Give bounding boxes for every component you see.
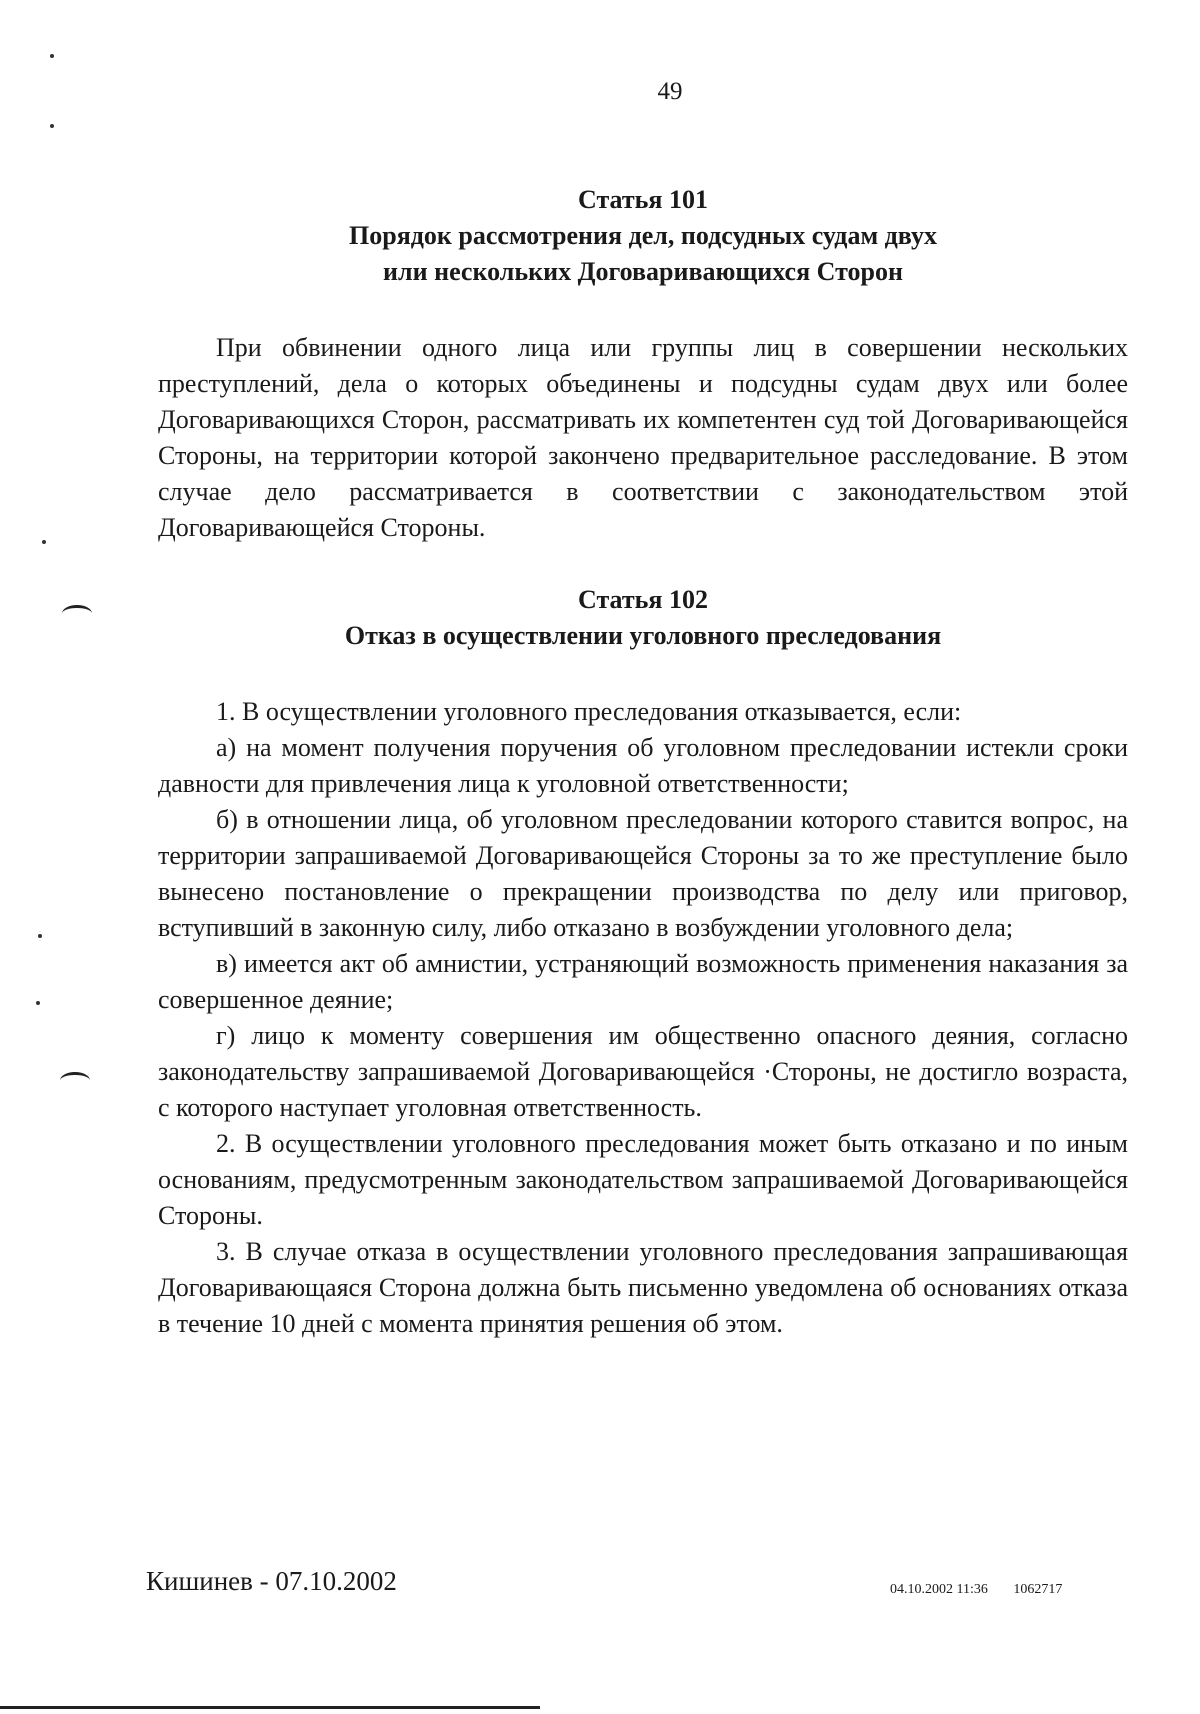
article-paragraph: б) в отношении лица, об уголовном преследовании которого ставится вопрос, на территории запрашиваемой Договаривающейся Стороны за то же преступление было вынесено постановление о прекращении производства по делу или приговор, вступивший в законную силу, либо отказано в возбуждении уголовного дела; [158,805,1128,942]
page-number: 49 [657,78,683,105]
article-body [158,694,1128,1342]
article-paragraph: г) лицо к моменту совершения им общественно опасного деяния, согласно законодательству запрашиваемой Договаривающейся ·Стороны, не достигло возраста, с которого наступает уголовная ответственность. [158,1021,1128,1122]
footer-stamp [890,1582,1084,1598]
article-102 [158,582,1128,1342]
article-paragraph: При обвинении одного лица или группы лиц в совершении нескольких преступлений, дела о которых объединены и подсудны судам двух или более Договаривающихся Сторон, рассматривать их компетентен суд той Договаривающейся Стороны, на территории которой закончено предварительное расследование. В этом случае дело рассматривается в соответствии с законодательством этой Договаривающейся Стороны. [158,333,1128,542]
article-title: Статья 101 [578,185,708,214]
article-subtitle: Порядок рассмотрения дел, подсудных судам двух или нескольких Договаривающихся Сторон [349,221,937,286]
article-paragraph: 1. В осуществлении уголовного преследования отказывается, если: [216,697,962,726]
article-101 [158,182,1128,546]
footer-place-date: Кишинев - 07.10.2002 [146,1566,397,1596]
article-subtitle: Отказ в осуществлении уголовного преследования [344,621,942,650]
scan-dot [50,54,54,58]
scan-dot [50,124,54,128]
article-paragraph: 2. В осуществлении уголовного преследования может быть отказано и по иным основаниям, предусмотренным законодательством запрашиваемой Договаривающейся Стороны. [158,1129,1128,1230]
stamp-datetime: 04.10.2002 11:36 [890,1582,988,1597]
article-body [158,330,1128,546]
article-paragraph: а) на момент получения поручения об уголовном преследовании истекли сроки давности для привлечения лица к уголовной ответственности; [158,733,1128,798]
bottom-rule [0,1706,540,1709]
article-paragraph: в) имеется акт об амнистии, устраняющий возможность применения наказания за совершенное деяние; [158,949,1128,1014]
article-paragraph: 3. В случае отказа в осуществлении уголовного преследования запрашивающая Договаривающаяся Сторона должна быть письменно уведомлена об основаниях отказа в течение 10 дней с момента принятия решения об этом. [158,1237,1128,1338]
scan-dot [38,934,42,938]
scan-dot [36,1001,40,1005]
scan-dot [42,540,46,544]
stamp-number: 1062717 [1013,1582,1063,1597]
scan-arc [60,1072,90,1089]
article-title: Статья 102 [578,585,708,614]
scan-arc [62,605,92,622]
